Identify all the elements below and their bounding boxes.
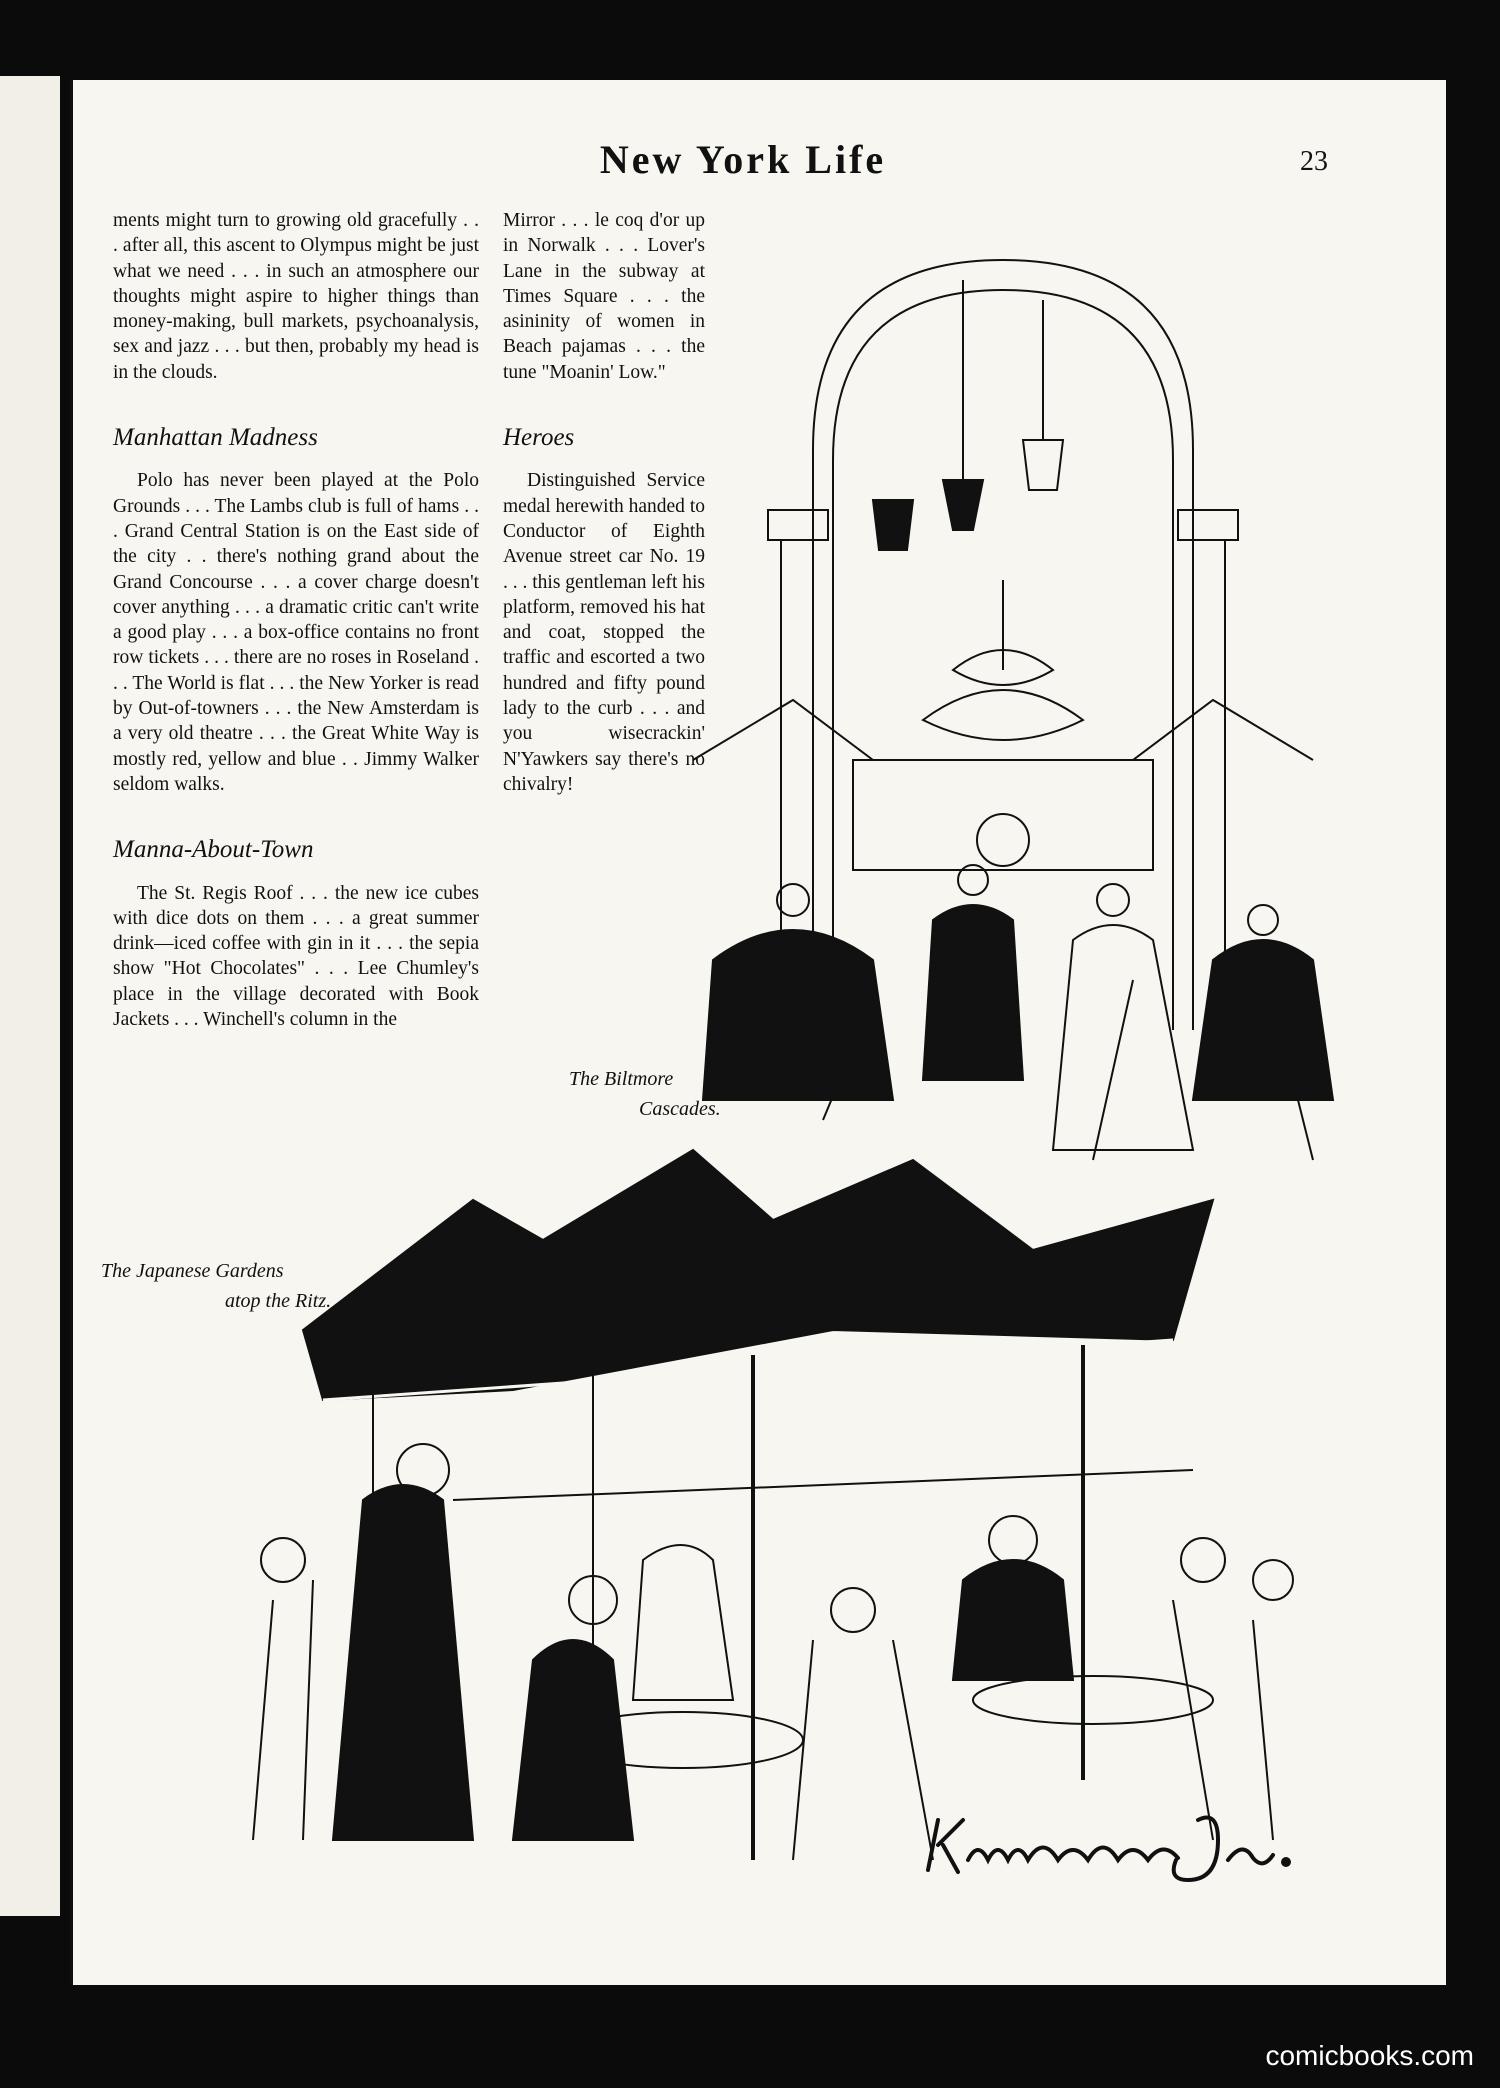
caption-biltmore-line1: The Biltmore xyxy=(569,1068,674,1090)
previous-page-edge xyxy=(0,76,60,1916)
biltmore-cascades-illustration xyxy=(673,200,1363,1200)
section-heading-manna-about-town: Manna-About-Town xyxy=(113,836,314,864)
page-number: 23 xyxy=(1300,146,1328,177)
section-body-manhattan-madness: Polo has never been played at the Polo Grounds . . . The Lambs club is full of hams . . . Grand Central Station is on the East side of the city . . there's nothing grand about the Grand Concourse . . . a cover charge doesn't cover anything . . . a dramatic critic can't write a good play . . . a box-office contains no front row tickets . . . there are no roses in Roseland . . . The World is flat . . . the New Yorker is read by Out-of-towners . . . the New Amsterdam is a very old theatre . . . the Great White Way is mostly red, yellow and blue . . Jimmy Walker seldom walks. xyxy=(113,470,479,795)
section-heading-manhattan-madness: Manhattan Madness xyxy=(113,424,318,452)
caption-biltmore-cascades xyxy=(569,1064,829,1124)
caption-japanese-line1: The Japanese Gardens xyxy=(101,1260,284,1282)
magazine-page xyxy=(70,80,1446,1985)
watermark: comicbooks.com xyxy=(1265,2040,1474,2071)
section-heading-heroes: Heroes xyxy=(503,424,575,452)
page-title: New York Life xyxy=(599,137,887,182)
japanese-gardens-illustration xyxy=(213,1140,1353,1880)
artist-signature xyxy=(918,1800,1298,1890)
caption-japanese-line2: atop the Ritz. xyxy=(225,1290,332,1312)
caption-biltmore-line2: Cascades. xyxy=(639,1098,721,1120)
caption-japanese-gardens xyxy=(101,1256,401,1316)
intro-paragraph: ments might turn to growing old gracefully . . . after all, this ascent to Olympus might be just what we need . . . in such an atmosphere our thoughts might aspire to higher things than money-making, bull markets, psychoanalysis, sex and jazz . . . but then, probably my head is in the clouds. xyxy=(113,210,479,383)
section-body-heroes: Distinguished Service medal herewith handed to Conductor of Eighth Avenue street car No. 19 . . . this gentleman left his platform, removed his hat and coat, stopped the traffic and escorted a two hundred and fifty pound lady to the curb . . . and you wisecrackin' N'Yawkers say there's no chivalry! xyxy=(503,470,706,795)
section-body-manna-about-town: The St. Regis Roof . . . the new ice cubes with dice dots on them . . . a great summer drink—iced coffee with gin in it . . . the sepia show "Hot Chocolates" . . . Lee Chumley's place in the village decorated with Book Jackets . . . Winchell's column in the xyxy=(113,882,479,1031)
intro-paragraph-continued: Mirror . . . le coq d'or up in Norwalk . . . Lover's Lane in the subway at Times Square . . . the asininity of women in Beach pajamas . . . the tune "Moanin' Low." xyxy=(503,210,705,383)
text-column-left xyxy=(113,208,479,1032)
